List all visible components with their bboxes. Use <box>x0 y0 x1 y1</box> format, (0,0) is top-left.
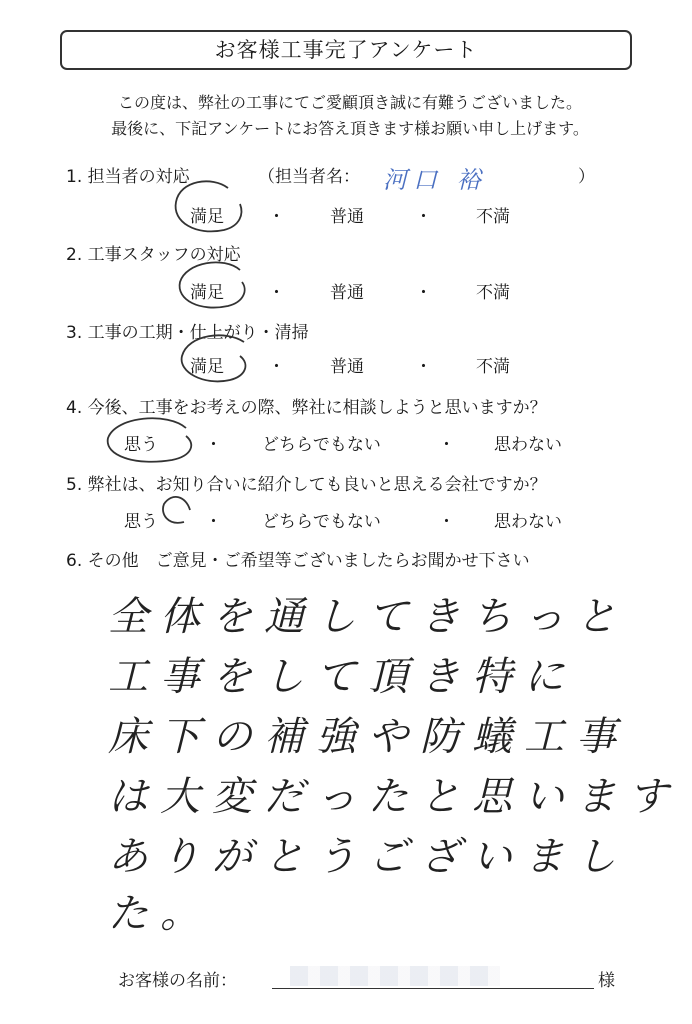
q1-option-dissatisfied[interactable]: 不満 <box>476 207 510 227</box>
survey-title: お客様工事完了アンケート <box>60 30 632 70</box>
intro-line-1: この度は、弊社の工事にてご愛顧頂き誠に有難うございました。 <box>117 93 582 112</box>
q1-option-satisfied[interactable]: 満足 <box>190 207 224 227</box>
q2-separator-1: ・ <box>268 283 285 303</box>
q5-option-dont-think[interactable]: 思わない <box>494 512 562 532</box>
q4-separator-1: ・ <box>205 435 222 455</box>
q3-option-dissatisfied[interactable]: 不満 <box>476 357 510 377</box>
q4-separator-2: ・ <box>438 435 455 455</box>
comment-line-1: 全体を通してきちっと <box>108 594 628 640</box>
comment-line-5: ありがとうございました。 <box>108 834 628 937</box>
q4-option-neither[interactable]: どちらでもない <box>262 435 381 455</box>
q3-option-satisfied[interactable]: 満足 <box>190 357 224 377</box>
q2-option-dissatisfied[interactable]: 不満 <box>476 283 510 303</box>
staff-name-label: （担当者名： <box>258 167 360 187</box>
q4-circle-mark <box>108 418 192 461</box>
handwritten-staff-name: 河口 裕 <box>383 166 487 194</box>
comment-line-2: 工事をして頂き特に <box>108 654 576 700</box>
q2-option-satisfied[interactable]: 満足 <box>190 283 224 303</box>
q5-separator-2: ・ <box>438 512 455 532</box>
q3-circle-mark <box>182 335 246 381</box>
q1-option-normal[interactable]: 普通 <box>330 207 364 227</box>
q3-option-normal[interactable]: 普通 <box>330 357 364 377</box>
q2-separator-2: ・ <box>415 283 432 303</box>
q5-option-neither[interactable]: どちらでもない <box>262 512 381 532</box>
q1-circle-mark <box>176 181 242 231</box>
q2-circle-mark <box>180 262 245 307</box>
question-1-label: 1. 担当者の対応 <box>66 167 190 187</box>
q5-separator-1: ・ <box>205 512 222 532</box>
question-2-label: 2. 工事スタッフの対応 <box>66 245 241 265</box>
question-4-label: 4. 今後、工事をお考えの際、弊社に相談しようと思いますか？ <box>66 398 547 418</box>
intro-line-2: 最後に、下記アンケートにお答え頂きます様お願い申し上げます。 <box>111 119 589 138</box>
q5-option-think-so[interactable]: 思う <box>124 512 158 532</box>
comment-line-3: 床下の補強や防蟻工事 <box>108 714 628 760</box>
q1-separator-1: ・ <box>268 207 285 227</box>
question-5-label: 5. 弊社は、お知り合いに紹介しても良いと思える会社ですか？ <box>66 475 547 495</box>
q2-option-normal[interactable]: 普通 <box>330 283 364 303</box>
customer-name-label: お客様の名前： <box>118 971 237 991</box>
staff-name-close: ） <box>578 167 595 187</box>
q1-separator-2: ・ <box>415 207 432 227</box>
q5-circle-mark <box>163 497 190 523</box>
question-6-label: 6. その他 ご意見・ご希望等ございましたらお聞かせ下さい <box>66 551 530 571</box>
q4-option-dont-think[interactable]: 思わない <box>494 435 562 455</box>
question-3-label: 3. 工事の工期・仕上がり・清掃 <box>66 323 309 343</box>
comment-line-4: は大変だったと思います <box>108 774 680 820</box>
q4-option-think-so[interactable]: 思う <box>124 435 158 455</box>
q3-separator-2: ・ <box>415 357 432 377</box>
q3-separator-1: ・ <box>268 357 285 377</box>
customer-name-suffix: 様 <box>598 971 615 991</box>
